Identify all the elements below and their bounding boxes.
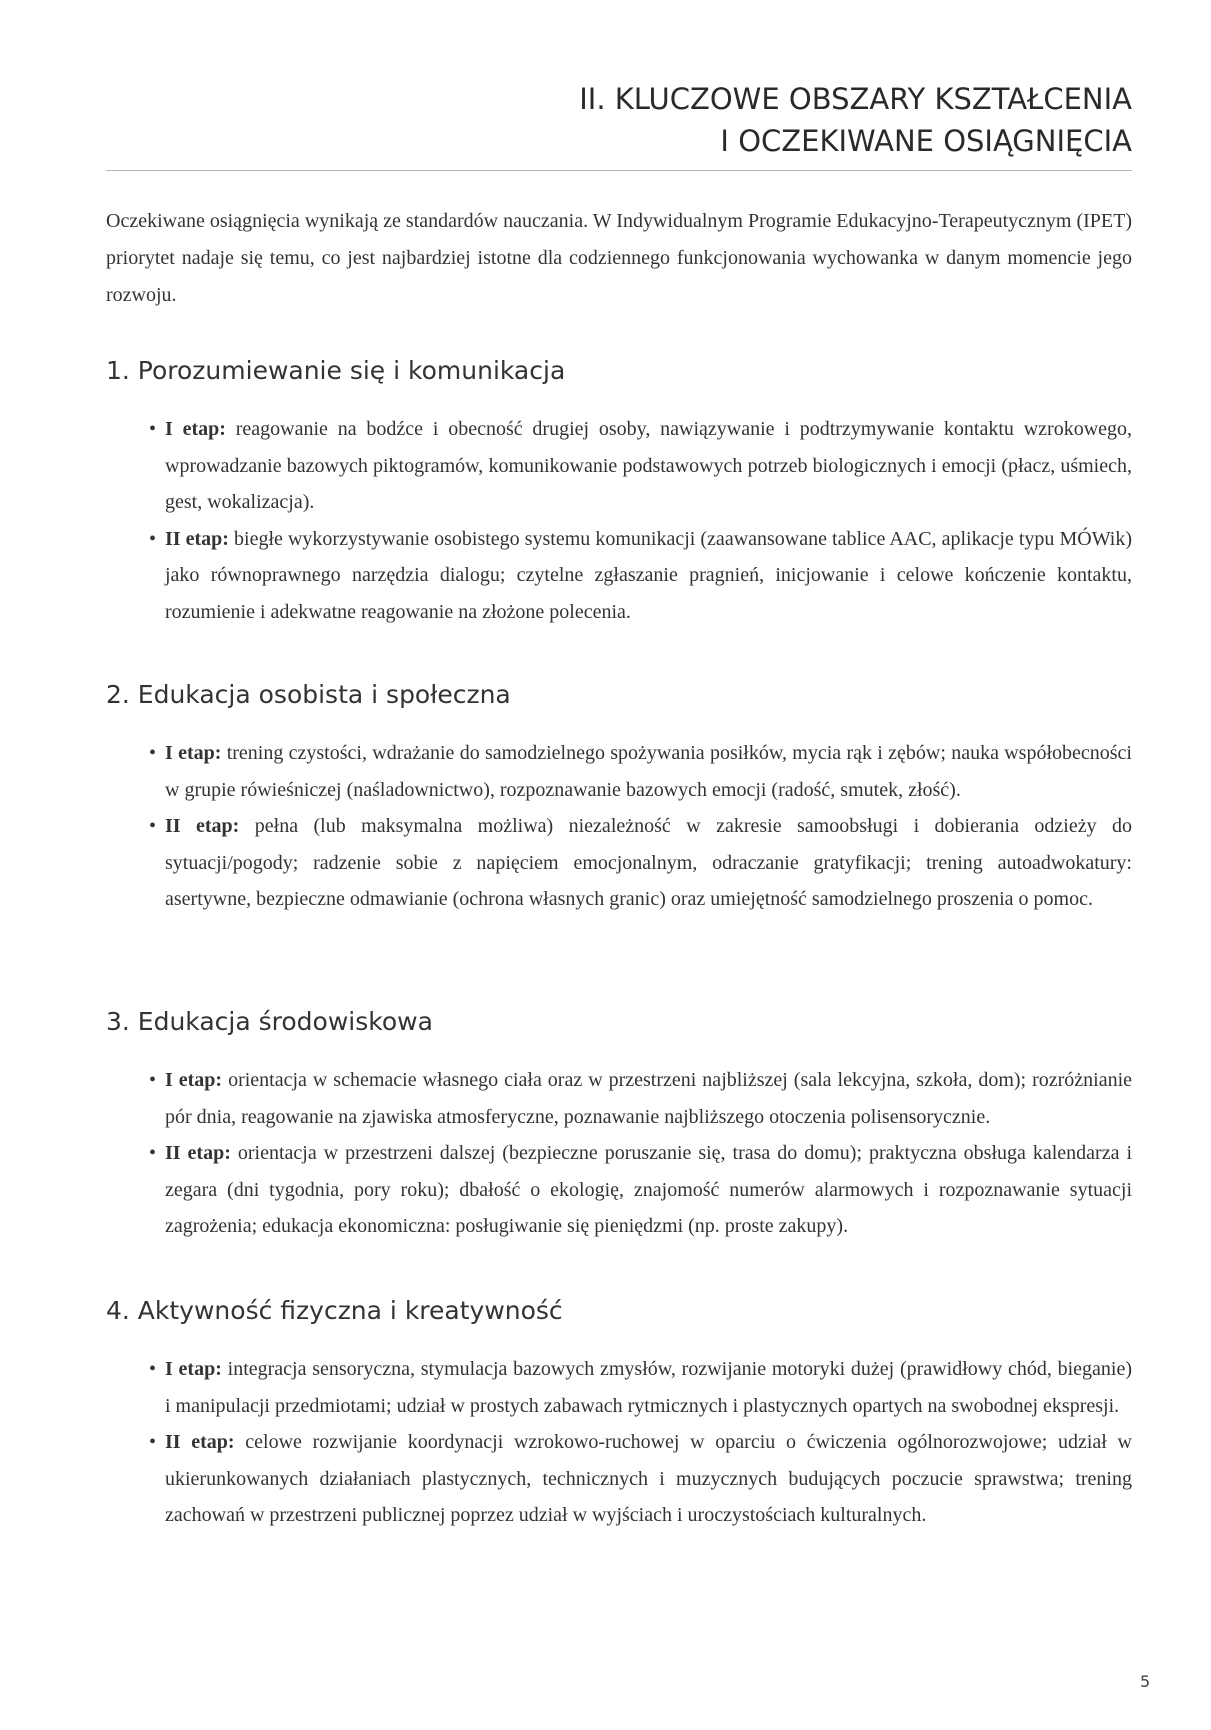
stage-text: pełna (lub maksymalna możliwa) niezależność w zakresie samoobsługi i dobierania odzieży do sytuacji/pogody; radzenie sobie z napięciem emocjonalnym, odraczanie gratyfikacji; trening autoadwokatury: asertywne, bezpieczne odmawianie (ochrona własnych granic) oraz umiejętność samodzielnego proszenia o pomoc. — [165, 815, 1133, 910]
stage-label: II etap: — [165, 815, 240, 837]
stage-label: I etap: — [165, 1358, 222, 1380]
stage-text: biegłe wykorzystywanie osobistego systemu komunikacji (zaawansowane tablice AAC, aplikacje typu MÓWik) jako równoprawnego narzędzia dialogu; czytelne zgłaszanie pragnień, inicjowanie i celowe kończenie kontaktu, rozumienie i adekwatne reagowanie na złożone polecenia. — [165, 527, 1132, 623]
list-item — [106, 735, 1132, 808]
section-list — [106, 735, 1132, 918]
section-heading: 2. Edukacja osobista i społeczna — [106, 680, 511, 709]
stage-label: II etap: — [165, 1431, 235, 1453]
section-list — [106, 411, 1132, 630]
stage-text: orientacja w schemacie własnego ciała oraz w przestrzeni najbliższej (sala lekcyjna, szkoła, dom); rozróżnianie pór dnia, reagowanie na zjawiska atmosferyczne, poznawanie najbliższego otoczenia polisensorycznie. — [165, 1069, 1133, 1128]
bullet-icon: • — [149, 418, 157, 440]
stage-label: II etap: — [165, 1142, 231, 1164]
title-divider — [106, 170, 1132, 171]
stage-label: I etap: — [165, 418, 226, 440]
list-item — [106, 808, 1132, 918]
section-physical-creative — [106, 1293, 1132, 1534]
page-number: 5 — [1140, 1672, 1151, 1691]
bullet-icon: • — [149, 1358, 157, 1380]
page-title-line-1: II. KLUCZOWE OBSZARY KSZTAŁCENIA — [579, 82, 1132, 116]
stage-text: reagowanie na bodźce i obecność drugiej osoby, nawiązywanie i podtrzymywanie kontaktu wzrokowego, wprowadzanie bazowych piktogramów, komunikowanie podstawowych potrzeb biologicznych i emocji (płacz, uśmiech, gest, wokalizacja). — [165, 418, 1133, 513]
section-environmental — [106, 1004, 1132, 1245]
section-list — [106, 1062, 1132, 1245]
section-heading: 4. Aktywność fizyczna i kreatywność — [106, 1296, 563, 1325]
section-communication — [106, 353, 1132, 630]
list-item — [106, 1351, 1132, 1424]
list-item — [106, 521, 1132, 631]
section-personal-social — [106, 677, 1132, 918]
bullet-icon: • — [149, 1142, 157, 1164]
stage-label: I etap: — [165, 742, 222, 764]
page-title — [579, 78, 1132, 162]
bullet-icon: • — [149, 527, 157, 550]
list-item — [106, 1062, 1132, 1135]
bullet-icon: • — [149, 1069, 157, 1091]
list-item — [106, 411, 1132, 521]
stage-text: orientacja w przestrzeni dalszej (bezpieczne poruszanie się, trasa do domu); praktyczna obsługa kalendarza i zegara (dni tygodnia, pory roku); dbałość o ekologię, znajomość numerów alarmowych i rozpoznawanie sytuacji zagrożenia; edukacja ekonomiczna: posługiwanie się pieniędzmi (np. proste zakupy). — [165, 1142, 1133, 1237]
section-heading: 1. Porozumiewanie się i komunikacja — [106, 356, 566, 385]
list-item — [106, 1424, 1132, 1534]
stage-text: trening czystości, wdrażanie do samodzielnego spożywania posiłków, mycia rąk i zębów; nauka współobecności w grupie rówieśniczej (naśladownictwo), rozpoznawanie bazowych emocji (radość, smutek, złość). — [165, 742, 1132, 801]
list-item — [106, 1135, 1132, 1245]
stage-label: I etap: — [165, 1069, 223, 1091]
bullet-icon: • — [149, 1431, 157, 1453]
stage-text: celowe rozwijanie koordynacji wzrokowo-ruchowej w oparciu o ćwiczenia ogólnorozwojowe; udział w ukierunkowanych działaniach plastycznych, technicznych i muzycznych budujących poczucie sprawstwa; trening zachowań w przestrzeni publicznej poprzez udział w wyjściach i uroczystościach kulturalnych. — [165, 1431, 1132, 1526]
section-list — [106, 1351, 1132, 1534]
stage-label: II etap: — [165, 527, 229, 550]
intro-paragraph: Oczekiwane osiągnięcia wynikają ze standardów nauczania. W Indywidualnym Programie Edukacyjno-Terapeutycznym (IPET) priorytet nadaje się temu, co jest najbardziej istotne dla codziennego funkcjonowania wychowanka w danym momencie jego rozwoju. — [106, 210, 1132, 306]
stage-text: integracja sensoryczna, stymulacja bazowych zmysłów, rozwijanie motoryki dużej (prawidłowy chód, bieganie) i manipulacji przedmiotami; udział w prostych zabawach rytmicznych i plastycznych opartych na swobodnej ekspresji. — [165, 1358, 1132, 1417]
section-heading: 3. Edukacja środowiskowa — [106, 1007, 433, 1036]
bullet-icon: • — [149, 742, 157, 764]
bullet-icon: • — [149, 815, 157, 837]
page-title-line-2: I OCZEKIWANE OSIĄGNIĘCIA — [720, 124, 1132, 158]
